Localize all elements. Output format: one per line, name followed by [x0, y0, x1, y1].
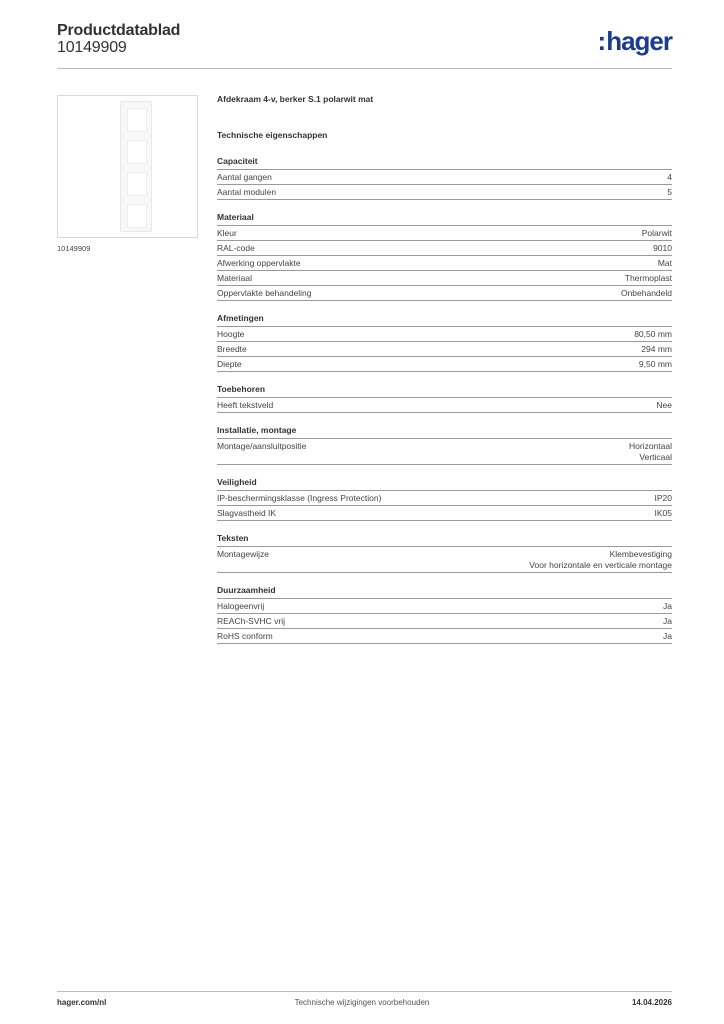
spec-row [217, 241, 672, 256]
spec-section [217, 425, 672, 465]
spec-section [217, 585, 672, 644]
section-title: Capaciteit [217, 156, 672, 170]
spec-label: Heeft tekstveld [217, 399, 274, 410]
section-title: Afmetingen [217, 313, 672, 327]
spec-value [629, 441, 672, 463]
spec-label: Montagewijze [217, 548, 269, 559]
spec-row [217, 185, 672, 200]
article-number: 10149909 [57, 39, 127, 56]
spec-value-line: IK05 [654, 507, 672, 518]
section-title: Veiligheid [217, 477, 672, 491]
footer-date: 14.04.2026 [631, 998, 672, 1007]
spec-row [217, 286, 672, 301]
footer-disclaimer: Technische wijzigingen voorbehouden [294, 998, 430, 1007]
spec-row [217, 629, 672, 644]
spec-row [217, 342, 672, 357]
section-title: Teksten [217, 533, 672, 547]
spec-value-line: Klembevestiging [609, 548, 672, 559]
footer-divider [57, 991, 672, 992]
spec-section [217, 156, 672, 200]
spec-section [217, 212, 672, 301]
section-title: Materiaal [217, 212, 672, 226]
spec-sections [217, 156, 672, 644]
spec-value-line: Mat [657, 257, 672, 268]
spec-value [641, 344, 672, 355]
spec-value-line: Horizontaal [629, 440, 672, 451]
spec-label: Kleur [217, 227, 237, 238]
cover-frame-illustration [120, 101, 152, 232]
spec-row [217, 170, 672, 185]
header-divider [57, 68, 672, 69]
page-title: Productdatablad [57, 22, 181, 39]
spec-row [217, 599, 672, 614]
section-heading: Technische eigenschappen [217, 130, 328, 140]
spec-value-line: 80,50 mm [634, 328, 672, 339]
spec-value [625, 273, 672, 284]
spec-value-line: Onbehandeld [620, 287, 672, 298]
spec-value [663, 616, 672, 627]
spec-value [621, 288, 672, 299]
spec-label: Materiaal [217, 272, 252, 283]
spec-value [642, 228, 672, 239]
spec-value-line: Verticaal [639, 451, 672, 462]
spec-row [217, 226, 672, 241]
spec-row [217, 491, 672, 506]
spec-value-line: Voor horizontale en verticale montage [529, 559, 672, 570]
hager-logo [598, 26, 672, 57]
spec-row [217, 439, 672, 465]
spec-value-line: 9,50 mm [638, 358, 672, 369]
spec-value [529, 549, 672, 571]
spec-value [656, 400, 672, 411]
product-image [57, 95, 198, 238]
spec-value-line: 9010 [653, 242, 672, 253]
spec-label: IP-beschermingsklasse (Ingress Protection) [217, 492, 382, 503]
spec-label: Afwerking oppervlakte [217, 257, 301, 268]
spec-value-line: IP20 [654, 492, 672, 503]
spec-row [217, 271, 672, 286]
spec-row [217, 327, 672, 342]
spec-value [658, 258, 672, 269]
spec-label: Slagvastheid IK [217, 507, 277, 518]
spec-row [217, 506, 672, 521]
spec-value-line: Ja [663, 615, 672, 626]
spec-label: Hoogte [217, 328, 245, 339]
spec-section [217, 533, 672, 573]
spec-value [634, 329, 672, 340]
spec-value [663, 631, 672, 642]
spec-row [217, 614, 672, 629]
spec-value [667, 187, 672, 198]
spec-label: Montage/aansluitpositie [217, 440, 307, 451]
spec-label: RoHS conform [217, 630, 273, 641]
spec-value [655, 493, 673, 504]
spec-label: Halogeenvrij [217, 600, 265, 611]
section-title: Installatie, montage [217, 425, 672, 439]
logo-prefix: : [597, 26, 606, 56]
spec-value-line: Polarwit [641, 227, 672, 238]
spec-value-line: Ja [663, 600, 672, 611]
spec-value-line: 294 mm [641, 343, 672, 354]
spec-label: Diepte [217, 358, 242, 369]
spec-label: Aantal gangen [217, 171, 272, 182]
spec-section [217, 477, 672, 521]
spec-value [653, 243, 672, 254]
spec-value-line: Thermoplast [624, 272, 672, 283]
spec-section [217, 313, 672, 372]
section-title: Toebehoren [217, 384, 672, 398]
spec-row [217, 256, 672, 271]
product-name: Afdekraam 4-v, berker S.1 polarwit mat [217, 94, 374, 104]
spec-value [639, 359, 672, 370]
spec-row [217, 398, 672, 413]
spec-row [217, 357, 672, 372]
spec-value-line: 4 [667, 171, 672, 182]
spec-value-line: Ja [663, 630, 672, 641]
spec-label: Oppervlakte behandeling [217, 287, 312, 298]
spec-content [217, 94, 672, 644]
spec-value-line: Nee [656, 399, 672, 410]
section-title: Duurzaamheid [217, 585, 672, 599]
spec-section [217, 384, 672, 413]
image-caption: 10149909 [57, 244, 91, 253]
footer-website: hager.com/nl [57, 998, 107, 1007]
spec-value [667, 172, 672, 183]
spec-row [217, 547, 672, 573]
spec-value-line: 5 [667, 186, 672, 197]
spec-label: Aantal modulen [217, 186, 277, 197]
spec-label: Breedte [217, 343, 247, 354]
spec-label: RAL-code [217, 242, 255, 253]
logo-text: hager [606, 26, 672, 56]
spec-value [663, 601, 672, 612]
spec-label: REACh-SVHC vrij [217, 615, 286, 626]
spec-value [655, 508, 673, 519]
